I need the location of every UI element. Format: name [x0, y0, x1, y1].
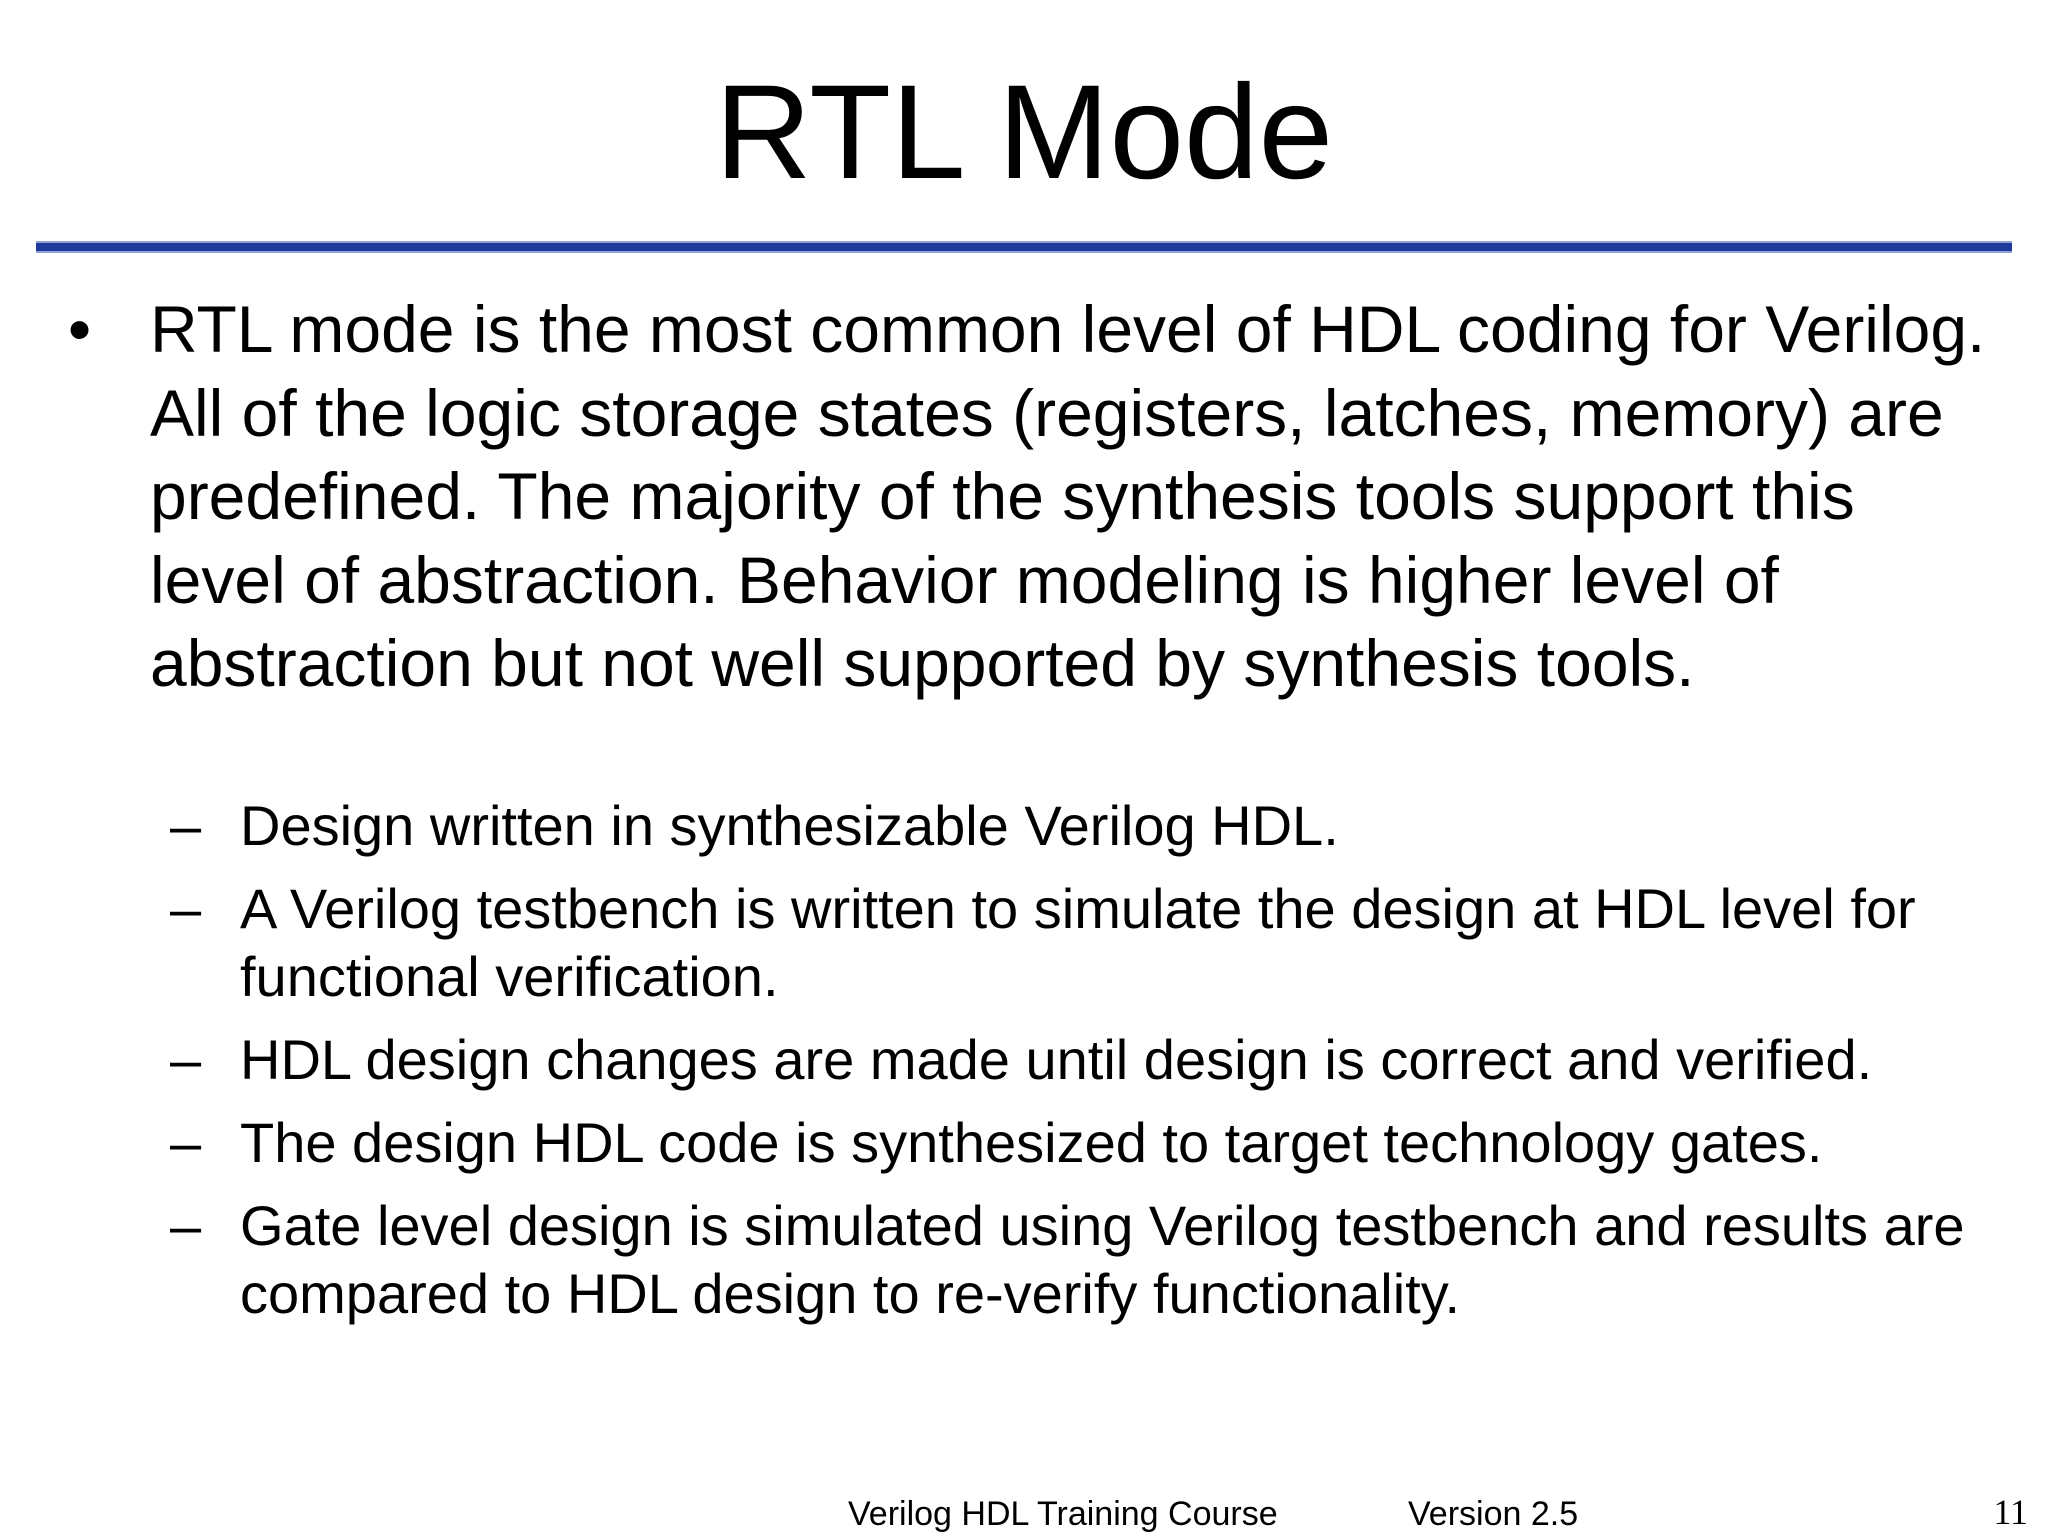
footer-course-title: Verilog HDL Training Course: [848, 1495, 1278, 1533]
sub-bullet-item: [0, 1109, 1980, 1177]
sub-bullet-text: Gate level design is simulated using Verilog testbench and results are compared to HDL design to re-verify functionality.: [240, 1194, 1965, 1325]
footer-version: Version 2.5: [1408, 1495, 1579, 1533]
title-divider: [36, 241, 2012, 253]
bullet-icon: •: [68, 292, 92, 366]
sub-bullet-item: [0, 875, 1980, 1011]
dash-bullet-icon: –: [170, 877, 202, 940]
dash-bullet-icon: –: [170, 1111, 202, 1174]
main-bullet-text: RTL mode is the most common level of HDL coding for Verilog. All of the logic storage states (registers, latches, memory) are predefined. The majority of the synthesis tools support this level of abstraction. Behavior modeling is higher level of abstraction but not well supported by synthesis tools.: [150, 292, 1986, 700]
dash-bullet-icon: –: [170, 1194, 202, 1257]
dash-bullet-icon: –: [170, 1028, 202, 1091]
sub-bullet-text: The design HDL code is synthesized to target technology gates.: [240, 1111, 1823, 1174]
sub-bullet-item: [0, 1192, 1980, 1328]
sub-bullet-list: [0, 792, 2048, 1343]
sub-bullet-text: HDL design changes are made until design is correct and verified.: [240, 1028, 1873, 1091]
sub-bullet-text: Design written in synthesizable Verilog HDL.: [240, 794, 1339, 857]
page-number: 11: [1993, 1492, 2028, 1532]
sub-bullet-item: [0, 1026, 1980, 1094]
sub-bullet-text: A Verilog testbench is written to simulate the design at HDL level for functional verification.: [240, 877, 1916, 1008]
sub-bullet-item: [0, 792, 1980, 860]
slide-title: RTL Mode: [714, 58, 1334, 207]
dash-bullet-icon: –: [170, 794, 202, 857]
